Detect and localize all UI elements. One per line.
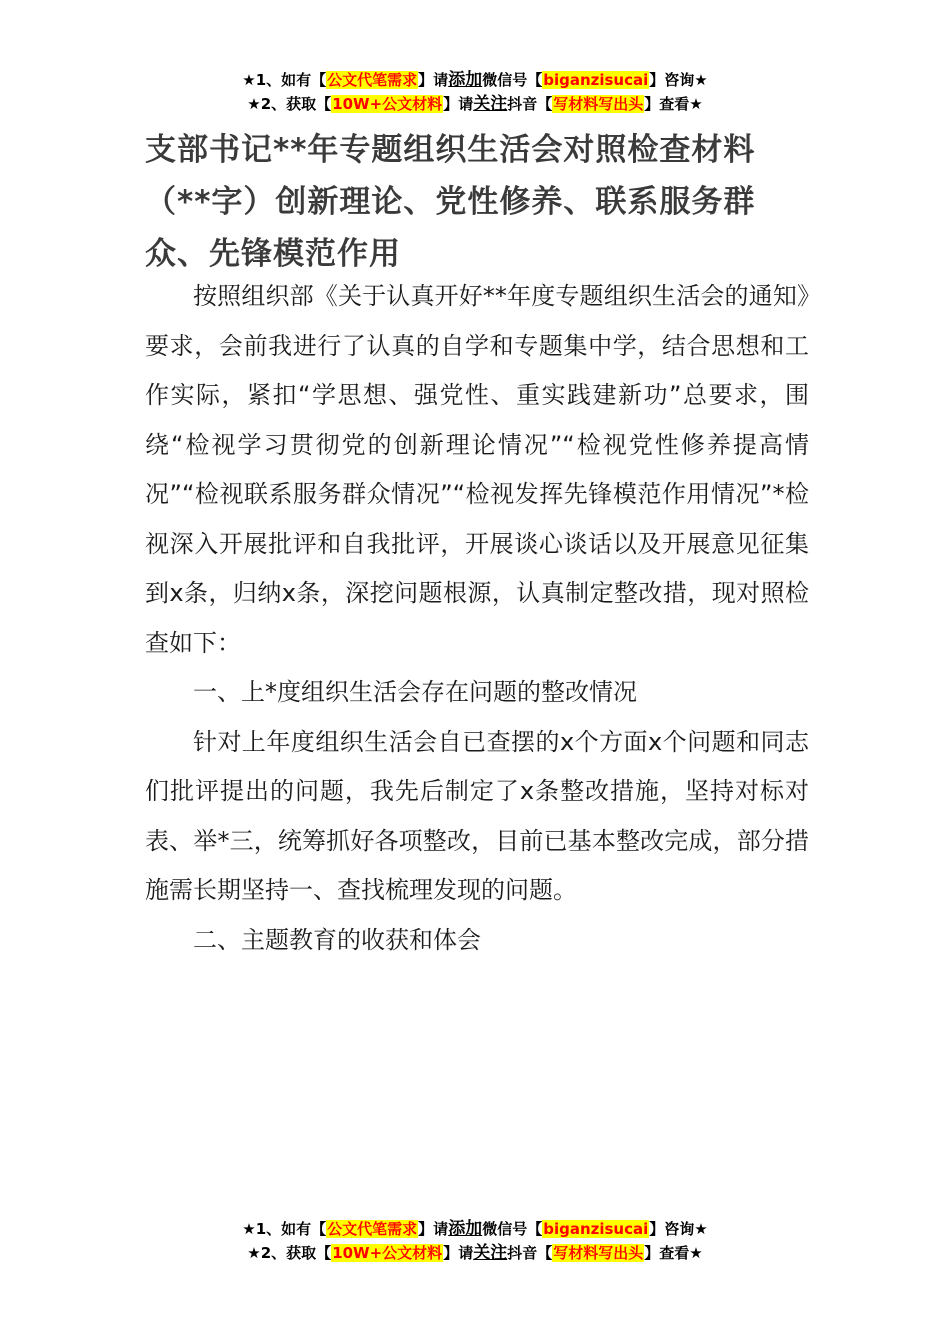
banner-text: 抖音【 — [507, 1244, 553, 1262]
top-banner-line-1 — [0, 68, 950, 92]
banner-text: 】咨询★ — [649, 1220, 708, 1238]
banner-text: ★2、获取【 — [247, 95, 332, 113]
banner-text: 】咨询★ — [649, 71, 708, 89]
banner-highlight: 10W+公文材料 — [332, 95, 443, 113]
document-title: 支部书记**年专题组织生活会对照检查材料（**字）创新理论、党性修养、联系服务群众、先锋模范作用 — [145, 132, 756, 272]
banner-emphasis: 关注 — [473, 1243, 508, 1263]
section-heading: 一、上*度组织生活会存在问题的整改情况 — [193, 678, 637, 706]
banner-text: 抖音【 — [507, 95, 553, 113]
banner-emphasis: 添加 — [448, 70, 483, 90]
top-banner — [0, 68, 950, 116]
banner-highlight: 公文代笔需求 — [327, 1220, 418, 1238]
bottom-banner-line-2 — [0, 1241, 950, 1265]
banner-text: 】查看★ — [644, 95, 703, 113]
banner-text: 】请 — [443, 1244, 474, 1262]
banner-highlight: biganzisucai — [543, 1220, 649, 1238]
banner-highlight: 写材料写出头 — [553, 95, 644, 113]
banner-text: ★1、如有【 — [242, 71, 327, 89]
bottom-banner-line-1 — [0, 1217, 950, 1241]
banner-emphasis: 关注 — [473, 94, 508, 114]
body-paragraph: 按照组织部《关于认真开好**年度专题组织生活会的通知》要求，会前我进行了认真的自学和专题集中学，结合思想和工作实际，紧扣“学思想、强党性、重实践建新功”总要求，围绕“检视学习贯彻党的创新理论情况”“检视党性修养提高情况”“检视联系服务群众情况”“检视发挥先锋模范作用情况”*检视深入开展批评和自我批评，开展谈心谈话以及开展意见征集到x条，归纳x条，深挖问题根源，认真制定整改措，现对照检查如下： — [145, 282, 809, 657]
document-body — [145, 272, 809, 965]
banner-text: 微信号【 — [482, 1220, 543, 1238]
banner-text: 】请 — [443, 95, 474, 113]
banner-text: 】查看★ — [644, 1244, 703, 1262]
bottom-banner — [0, 1217, 950, 1265]
banner-highlight: 10W+公文材料 — [332, 1244, 443, 1262]
body-paragraph: 针对上年度组织生活会自已查摆的x个方面x个问题和同志们批评提出的问题，我先后制定了x条整改措施，坚持对标对表、举*三，统筹抓好各项整改，目前已基本整改完成，部分措施需长期坚持一、查找梳理发现的问题。 — [145, 727, 809, 904]
banner-text: 微信号【 — [482, 71, 543, 89]
top-banner-line-2 — [0, 92, 950, 116]
banner-highlight: 写材料写出头 — [553, 1244, 644, 1262]
banner-text: ★1、如有【 — [242, 1220, 327, 1238]
banner-text: ★2、获取【 — [247, 1244, 332, 1262]
section-heading: 二、主题教育的收获和体会 — [193, 925, 481, 954]
banner-text: 】请 — [418, 1220, 449, 1238]
banner-text: 】请 — [418, 71, 449, 89]
banner-highlight: 公文代笔需求 — [327, 71, 418, 89]
banner-emphasis: 添加 — [448, 1219, 483, 1239]
banner-highlight: biganzisucai — [543, 71, 649, 89]
